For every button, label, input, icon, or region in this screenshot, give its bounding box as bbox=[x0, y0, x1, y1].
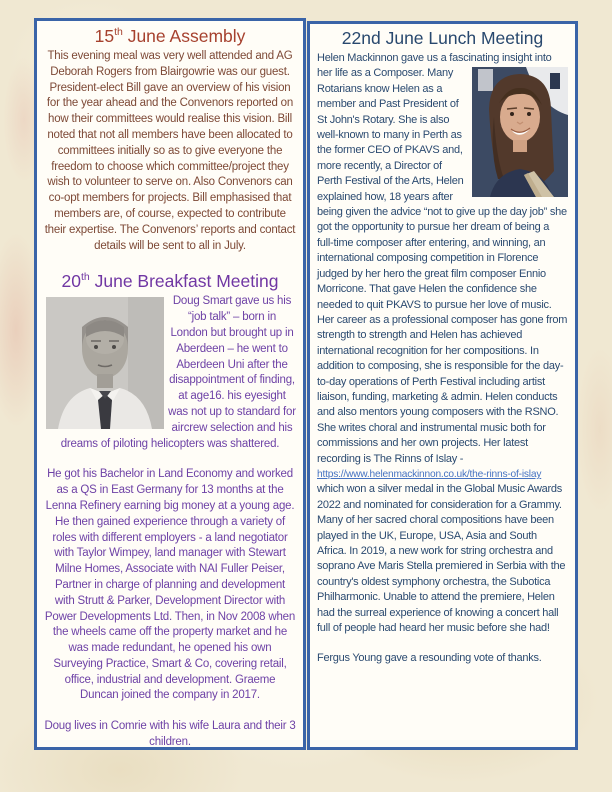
lunch-title: 22nd June Lunch Meeting bbox=[341, 28, 544, 48]
lunch-main-paragraph bbox=[317, 51, 568, 513]
breakfast-title-ordinal: th bbox=[80, 271, 90, 284]
lunch-compositions-paragraph: Many of her sacred choral compositions have been played in the UK, Europe, USA, Asia and South Africa. In 2019, a new work for string orchestra and soprano Ave Maris Stella premiered in Serbia with the country's oldest symphony orchestra, the Subotica Philharmonic. Unable to attend the premiere, Helen had the surreal experience of knowing a concert hall full of people had heard her music before she had! bbox=[317, 514, 566, 635]
assembly-body: This evening meal was very well attended and AG Deborah Rogers from Blairgowrie was our guest. President-elect Bill gave an overview of his vision for the year ahead and the Convenors reported on how their committees would realise this vision. Bill noted that not all members have been allocated to committees initially so as to give everyone the freedom to choose which committee/project they wish to volunteer to serve on. Also Convenors can co-opt members for projects. Bill emphasised that members are, of course, expected to contribute their expertise. The Convenors’ reports and contact details will be sent to all in July. bbox=[44, 50, 296, 252]
helen-mackinnon-photo-graphic bbox=[472, 67, 568, 197]
helen-mackinnon-photo bbox=[472, 67, 568, 197]
breakfast-intro-text: Doug Smart gave us his “job talk” – born in London but brought up in Aberdeen – he went to Aberdeen Uni after the disappointment of finding, at age16. his eyesight was not up to standard for aircrew selection and his dreams of piloting helicopters was shattered. bbox=[60, 295, 296, 450]
lunch-awards-text: which won a silver medal in the Global Music Awards 2022 and nominated for consideration for a Grammy. bbox=[317, 483, 563, 511]
assembly-title-ordinal: th bbox=[114, 26, 123, 39]
lunch-body-text: her life as a Composer. Many Rotarians know Helen as a member and Past President of St John's Rotary. She is also well-known to many in Perth as the former CEO of PKAVS and, more recently, a Director of Perth Festival of the Arts, Helen explained how, 18 years after being given the advice “not to give up the day job” she got the opportunity to pursue her dream of being a full-time composer after entering, and winning, an international composing competition in Florence judged by her hero the great film composer Ennio Morricone. That gave Helen the confidence she needed to quit PKAVS to pursue her love of music. Her career as a professional composer has gone from strength to strength and Helen has achieved international recognition for her compositions. In addition to composing, she is responsible for the day-to-day operations of Perth Festival including artist liaison, funding, marketing & admin. Helen conducts and also mentors young composers with the RSNO. She writes choral and instrumental music both for commissions and her own projects. Her latest recording is The Rinns of Islay - bbox=[317, 67, 568, 465]
breakfast-career-paragraph: He got his Bachelor in Land Economy and worked as a QS in East Germany for 13 months at the Lenna Refinery earning big money at a young age. He then gained experience through a variety of roles with different employers - a land negotiator with Taylor Wimpey, land manager with Stewart Milne Homes, Associate with NAI Fuller Peiser, Partner in charge of planning and development with Strutt & Parker, Development Director with Power Developments Ltd. Then, in Nov 2008 when the wheels came off the property market and he was made redundant, he opened his own Surveying Practice, Smart & Co, covering retail, office, industrial and development. Graeme Duncan joined the company in 2017. bbox=[44, 468, 296, 702]
left-meeting-panel bbox=[34, 18, 306, 750]
breakfast-title bbox=[44, 271, 296, 292]
breakfast-title-day: 20 bbox=[61, 271, 81, 292]
assembly-title bbox=[44, 26, 296, 47]
lunch-intro-text: Helen Mackinnon gave us a fascinating insight into bbox=[317, 52, 552, 64]
breakfast-family-paragraph: Doug lives in Comrie with his wife Laura and their 3 children. bbox=[44, 720, 296, 749]
breakfast-intro-paragraph bbox=[44, 294, 296, 452]
right-meeting-panel bbox=[307, 21, 578, 750]
doug-smart-photo-graphic bbox=[46, 297, 164, 429]
lunch-thanks-paragraph: Fergus Young gave a resounding vote of thanks. bbox=[317, 652, 542, 665]
assembly-title-text: June Assembly bbox=[127, 26, 246, 46]
doug-smart-photo bbox=[46, 297, 164, 429]
helen-recording-link[interactable]: https://www.helenmackinnon.co.uk/the-rinns-of-islay bbox=[317, 468, 542, 480]
assembly-title-day: 15 bbox=[94, 26, 115, 46]
breakfast-title-text: June Breakfast Meeting bbox=[94, 271, 279, 292]
